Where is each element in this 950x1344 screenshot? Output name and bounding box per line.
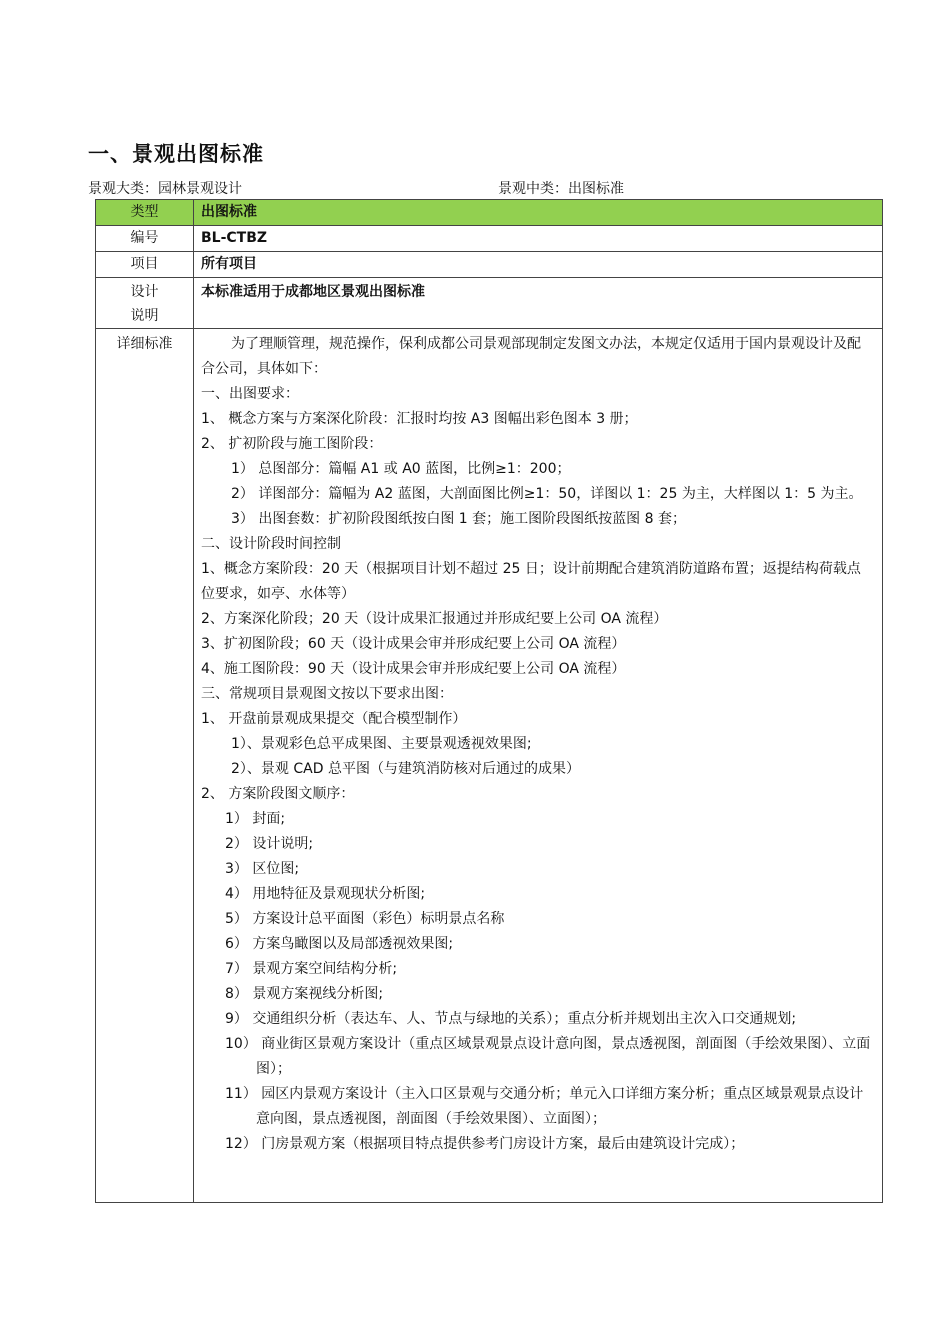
list-item: 4） 用地特征及景观现状分析图; — [225, 886, 426, 902]
list-item: 2、 方案阶段图文顺序： — [201, 786, 355, 802]
list-item: 2） 详图部分：篇幅为 A2 蓝图，大剖面图比例≥1：50，详图以 1：25 为主，大样图以 1：5 为主。 — [231, 486, 863, 502]
design-label-line1: 设计 — [130, 284, 159, 300]
table-row-design — [96, 278, 883, 329]
list-item: 7） 景观方案空间结构分析; — [225, 961, 398, 977]
list-item: 3、扩初图阶段；60 天（设计成果会审并形成纪要上公司 OA 流程） — [201, 636, 626, 652]
list-item: 5） 方案设计总平面图（彩色）标明景点名称 — [225, 911, 505, 927]
table-row-type — [96, 200, 883, 226]
list-item: 6） 方案鸟瞰图以及局部透视效果图; — [225, 936, 454, 952]
page-title: 一、景观出图标准 — [88, 142, 264, 166]
list-item: 1） 总图部分：篇幅 A1 或 A0 蓝图，比例≥1：200； — [231, 461, 571, 477]
section-heading: 一、出图要求： — [201, 386, 299, 402]
list-item: 9） 交通组织分析（表达车、人、节点与绿地的关系）；重点分析并规划出主次入口交通规划; — [225, 1011, 797, 1027]
type-value: 出图标准 — [194, 200, 883, 226]
type-label: 类型 — [96, 200, 194, 226]
project-value: 所有项目 — [194, 252, 883, 278]
list-item: 1） 封面; — [225, 811, 286, 827]
table-row-project — [96, 252, 883, 278]
list-item: 1、概念方案阶段：20 天（根据项目计划不超过 25 日；设计前期配合建筑消防道路布置；返提结构荷载点位要求，如亭、水体等） — [201, 561, 861, 602]
major-category: 景观大类：园林景观设计 — [88, 181, 242, 197]
table-row-detail — [96, 329, 883, 1203]
detail-label: 详细标准 — [96, 329, 194, 1203]
table-row-code — [96, 226, 883, 252]
list-item: 2、方案深化阶段；20 天（设计成果汇报通过并形成纪要上公司 OA 流程） — [201, 611, 668, 627]
code-value: BL-CTBZ — [194, 226, 883, 252]
list-item: 4、施工图阶段：90 天（设计成果会审并形成纪要上公司 OA 流程） — [201, 661, 626, 677]
list-item: 2、 扩初阶段与施工图阶段： — [201, 436, 383, 452]
list-item: 10） 商业街区景观方案设计（重点区域景观景点设计意向图，景点透视图，剖面图（手绘效果图）、立面图）； — [225, 1036, 871, 1077]
design-label-line2: 说明 — [130, 308, 159, 324]
design-label — [96, 278, 194, 329]
section-heading: 二、设计阶段时间控制 — [201, 536, 341, 552]
list-item: 2） 设计说明; — [225, 836, 314, 852]
code-label: 编号 — [96, 226, 194, 252]
list-item: 8） 景观方案视线分析图; — [225, 986, 384, 1002]
list-item: 1、 开盘前景观成果提交（配合模型制作） — [201, 711, 467, 727]
list-item: 11） 园区内景观方案设计（主入口区景观与交通分析；单元入口详细方案分析；重点区域景观景点设计意向图，景点透视图，剖面图（手绘效果图）、立面图）； — [225, 1086, 864, 1127]
detail-intro: 为了理顺管理，规范操作，保利成都公司景观部现制定发图文办法，本规定仅适用于国内景观设计及配合公司，具体如下： — [201, 336, 861, 377]
middle-category: 景观中类：出图标准 — [498, 181, 624, 197]
list-item: 3） 出图套数：扩初阶段图纸按白图 1 套；施工图阶段图纸按蓝图 8 套； — [231, 511, 686, 527]
list-item: 1、 概念方案与方案深化阶段：汇报时均按 A3 图幅出彩色图本 3 册； — [201, 411, 638, 427]
section-heading: 三、常规项目景观图文按以下要求出图： — [201, 686, 453, 702]
standard-table — [95, 199, 883, 1203]
detail-content — [194, 329, 883, 1203]
list-item: 2）、景观 CAD 总平图（与建筑消防核对后通过的成果） — [231, 761, 580, 777]
list-item: 12） 门房景观方案（根据项目特点提供参考门房设计方案，最后由建筑设计完成）； — [225, 1136, 745, 1152]
project-label: 项目 — [96, 252, 194, 278]
design-value: 本标准适用于成都地区景观出图标准 — [194, 278, 883, 329]
list-item: 3） 区位图; — [225, 861, 300, 877]
list-item: 1）、景观彩色总平成果图、主要景观透视效果图; — [231, 736, 532, 752]
